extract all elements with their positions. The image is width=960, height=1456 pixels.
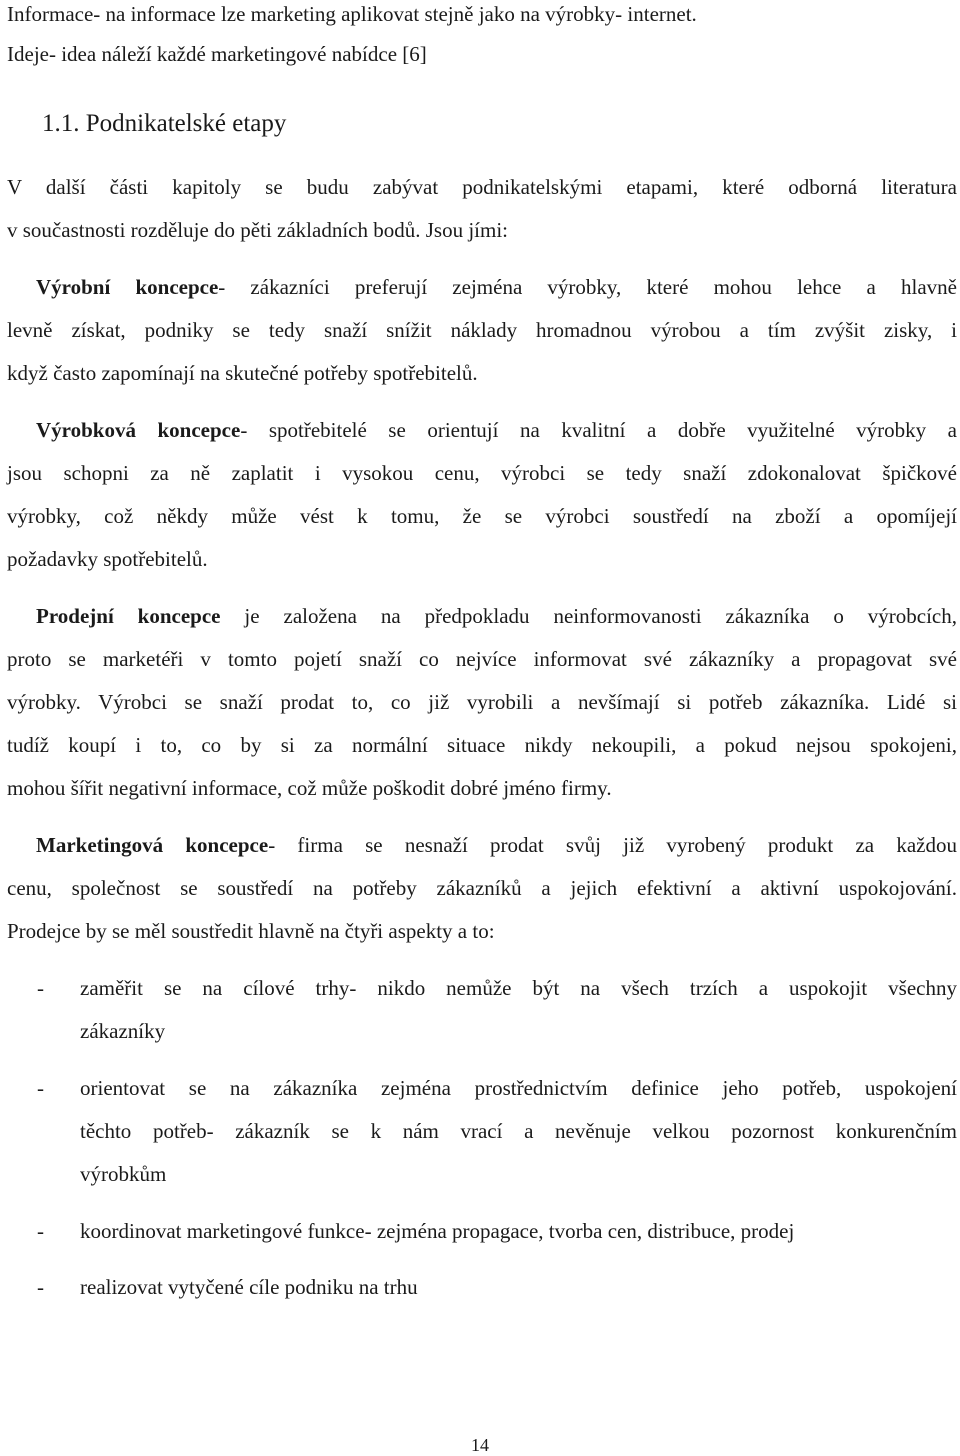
bullet-marker: - bbox=[37, 1275, 44, 1299]
term-prodejni: Prodejní koncepce bbox=[36, 604, 221, 628]
term-marketingova: Marketingová koncepce bbox=[36, 833, 269, 857]
paragraph-line: v součastnosti rozděluje do pěti základních bodů. Jsou jími: bbox=[7, 218, 508, 242]
list-item: těchto potřeb- zákazník se k nám vrací a nevěnuje velkou pozornost konkurenčním bbox=[80, 1119, 957, 1143]
list-item: výrobkům bbox=[80, 1162, 167, 1186]
term-vyrobkova: Výrobková koncepce bbox=[36, 418, 241, 442]
paragraph-line: tudíž koupí i to, co by si za normální situace nikdy nekoupili, a pokud nejsou spokojeni, bbox=[7, 733, 957, 757]
paragraph-line: požadavky spotřebitelů. bbox=[7, 547, 208, 571]
page-number: 14 bbox=[471, 1435, 489, 1455]
section-heading: 1.1. Podnikatelské etapy bbox=[42, 110, 287, 137]
list-item: orientovat se na zákazníka zejména prostřednictvím definice jeho potřeb, uspokojení bbox=[80, 1076, 957, 1100]
paragraph-line: mohou šířit negativní informace, což může poškodit dobré jméno firmy. bbox=[7, 776, 612, 800]
prodejni-line-1: Prodejní koncepce je založena na předpokladu neinformovanosti zákazníka o výrobcích, bbox=[36, 604, 957, 628]
paragraph-line: Prodejce by se měl soustředit hlavně na čtyři aspekty a to: bbox=[7, 919, 495, 943]
paragraph-line: cenu, společnost se soustředí na potřeby zákazníků a jejich efektivní a aktivní uspokojování. bbox=[7, 876, 957, 900]
paragraph-line: V další části kapitoly se budu zabývat podnikatelskými etapami, které odborná literatura bbox=[7, 175, 957, 199]
intro-line-2: Ideje- idea náleží každé marketingové nabídce [6] bbox=[7, 42, 427, 66]
paragraph-line: když často zapomínají na skutečné potřeby spotřebitelů. bbox=[7, 361, 478, 385]
intro-line-1: Informace- na informace lze marketing aplikovat stejně jako na výrobky- internet. bbox=[7, 2, 697, 26]
paragraph-line: výrobky. Výrobci se snaží prodat to, co již vyrobili a nevšímají si potřeb zákazníka. Lidé si bbox=[7, 690, 957, 714]
vyrobkova-line-1: Výrobková koncepce- spotřebitelé se orientují na kvalitní a dobře využitelné výrobky a bbox=[36, 418, 957, 442]
paragraph-line: proto se marketéři v tomto pojetí snaží co nejvíce informovat své zákazníky a propagovat své bbox=[7, 647, 957, 671]
bullet-marker: - bbox=[37, 1076, 44, 1100]
bullet-marker: - bbox=[37, 1219, 44, 1243]
bullet-marker: - bbox=[37, 976, 44, 1000]
term-vyrobni: Výrobní koncepce bbox=[36, 275, 219, 299]
list-item: koordinovat marketingové funkce- zejména propagace, tvorba cen, distribuce, prodej bbox=[80, 1219, 795, 1243]
list-item: realizovat vytyčené cíle podniku na trhu bbox=[80, 1275, 418, 1299]
vyrobni-line-1: Výrobní koncepce- zákazníci preferují zejména výrobky, které mohou lehce a hlavně bbox=[36, 275, 957, 299]
paragraph-line: výrobky, což někdy může vést k tomu, že se výrobci soustředí na zboží a opomíjejí bbox=[7, 504, 957, 528]
list-item: zákazníky bbox=[80, 1019, 166, 1043]
marketingova-line-1: Marketingová koncepce- firma se nesnaží prodat svůj již vyrobený produkt za každou bbox=[36, 833, 957, 857]
paragraph-line: jsou schopni za ně zaplatit i vysokou cenu, výrobci se tedy snaží zdokonalovat špičkové bbox=[7, 461, 957, 485]
paragraph-line: levně získat, podniky se tedy snaží snížit náklady hromadnou výrobou a tím zvýšit zisky, i bbox=[7, 318, 957, 342]
list-item: zaměřit se na cílové trhy- nikdo nemůže být na všech trzích a uspokojit všechny bbox=[80, 976, 957, 1000]
